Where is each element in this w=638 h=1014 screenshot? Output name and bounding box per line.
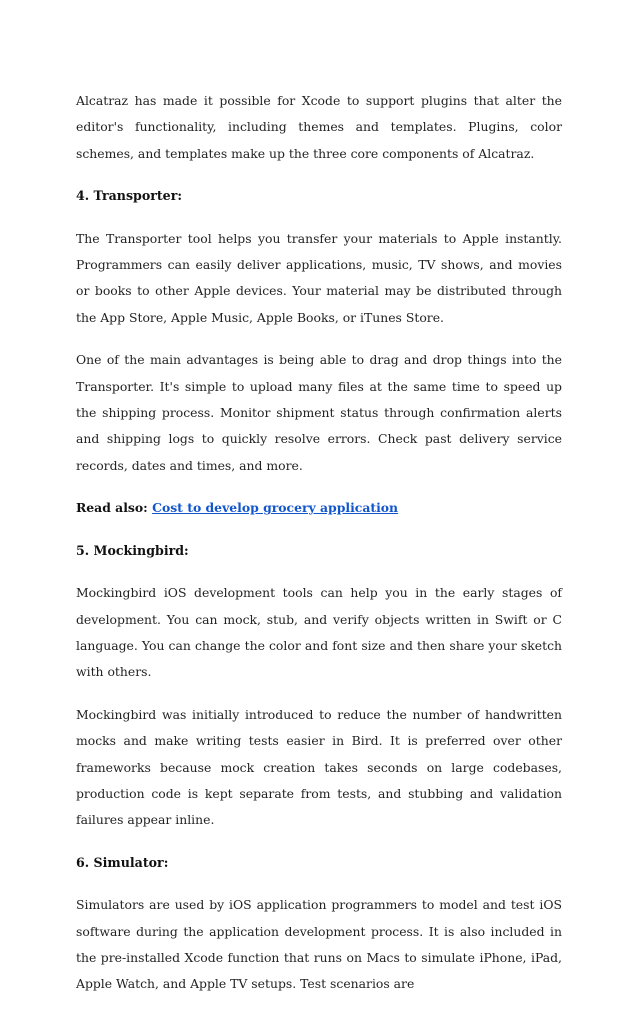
document-body bbox=[76, 88, 562, 1014]
read-also-link[interactable]: Cost to develop grocery application bbox=[152, 500, 399, 516]
paragraph-transporter-advantages: One of the main advantages is being able to drag and drop things into the Transporter. It's simple to upload many files at the same time to speed up the shipping process. Monitor shipment status through confirmation alerts and shipping logs to quickly resolve errors. Check past delivery service records, dates and times, and more. bbox=[76, 352, 562, 473]
read-also-label: Read also: bbox=[76, 500, 148, 516]
paragraph-mockingbird-details: Mockingbird was initially introduced to reduce the number of handwritten mocks and make writing tests easier in Bird. It is preferred over other frameworks because mock creation takes seconds on large codebases, production code is kept separate from tests, and stubbing and validation failures appear inline. bbox=[76, 706, 562, 828]
heading-mockingbird: 5. Mockingbird: bbox=[76, 542, 189, 558]
heading-transporter: 4. Transporter: bbox=[76, 188, 182, 204]
paragraph-simulator: Simulators are used by iOS application programmers to model and test iOS software during the application development process. It is also included in the pre-installed Xcode function that runs on Macs to simulate iPhone, iPad, Apple Watch, and Apple TV setups. Test scenarios are bbox=[76, 897, 562, 992]
heading-simulator: 6. Simulator: bbox=[76, 854, 169, 870]
read-also-line bbox=[76, 495, 562, 521]
paragraph-transporter-intro: The Transporter tool helps you transfer your materials to Apple instantly. Programmers can easily deliver applications, music, TV shows, and movies or books to other Apple devices. Your material may be distributed through the App Store, Apple Music, Apple Books, or iTunes Store. bbox=[76, 230, 562, 325]
paragraph-mockingbird-intro: Mockingbird iOS development tools can help you in the early stages of development. You can mock, stub, and verify objects written in Swift or C language. You can change the color and font size and then share your sketch with others. bbox=[76, 585, 562, 680]
paragraph-alcatraz: Alcatraz has made it possible for Xcode to support plugins that alter the editor's functionality, including themes and templates. Plugins, color schemes, and templates make up the three core components of Alcatraz. bbox=[76, 93, 562, 161]
